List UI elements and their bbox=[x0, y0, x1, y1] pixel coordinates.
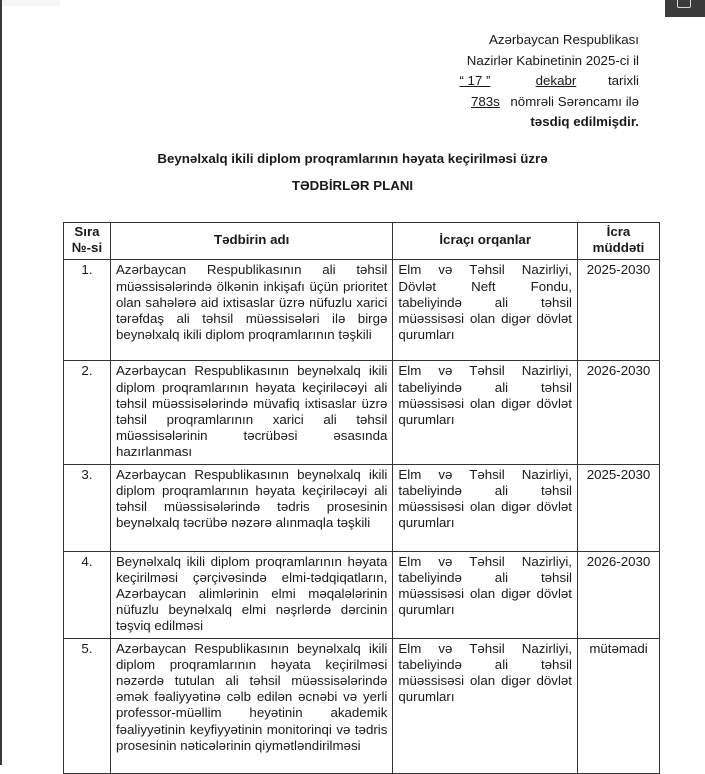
approval-line-1: Azərbaycan Respublikası bbox=[488, 32, 639, 47]
approval-month: dekabr bbox=[535, 73, 577, 88]
approval-date-line bbox=[448, 71, 639, 92]
row-measure: Azərbaycan Respublikasının beynəlxalq ikili diplom proqramlarının həyata keçiriləcəyi ali təhsil müəssisələrində tədris prosesinin beynəlxalq təcrübə nəzərə alınmaqla təşkili bbox=[110, 464, 392, 551]
row-period: 2025-2030 bbox=[578, 464, 660, 551]
approval-day: “ 17 ” bbox=[459, 73, 491, 88]
row-period: 2026-2030 bbox=[578, 361, 660, 464]
header-number-line1: Sıra bbox=[74, 224, 100, 239]
approval-block bbox=[448, 30, 639, 133]
row-measure: Azərbaycan Respublikasının ali təhsil müəssisələrində ölkənin inkişafı üçün prioritet olan sahələrə aid ixtisaslar üzrə nüfuzlu xarici tərəfdaş ali təhsil müəssisələri ilə birgə beynəlxalq ikili diplom proqramlarının təşkili bbox=[110, 260, 392, 361]
row-number: 4. bbox=[64, 551, 111, 638]
header-measure: Tədbirin adı bbox=[110, 223, 392, 260]
measures-table bbox=[63, 222, 660, 774]
row-period: 2026-2030 bbox=[578, 551, 660, 638]
table-row bbox=[64, 464, 660, 551]
row-executors: Elm və Təhsil Nazirliyi, tabeliyində ali təhsil müəssisəsi olan digər dövlət qurumları bbox=[393, 361, 578, 464]
row-executors: Elm və Təhsil Nazirliyi, Dövlət Neft Fondu, tabeliyində ali təhsil müəssisəsi olan digər dövlət qurumları bbox=[393, 260, 578, 361]
approval-order-suffix: nömrəli Sərəncamı ilə bbox=[510, 93, 639, 109]
row-number: 2. bbox=[64, 361, 111, 464]
row-measure: Beynəlxalq ikili diplom proqramlarının həyata keçirilməsi çərçivəsində elmi-tədqiqatların, Azərbaycan alimlərinin elmi məqalələrinin nüfuzlu beynəlxalq elmi nəşrlərdə dərcinin təşviq edilməsi bbox=[110, 551, 392, 638]
table-row bbox=[64, 551, 660, 638]
row-executors: Elm və Təhsil Nazirliyi, tabeliyində ali təhsil müəssisəsi olan digər dövlət qurumları bbox=[393, 551, 578, 638]
header-number bbox=[64, 223, 111, 260]
approval-line-2: Nazirlər Kabinetinin 2025-ci il bbox=[466, 52, 639, 68]
approval-date-suffix: tarixli bbox=[607, 73, 639, 88]
viewer-corner-button[interactable] bbox=[665, 0, 705, 17]
header-period-line2: müddəti bbox=[592, 240, 645, 256]
row-number: 1. bbox=[64, 260, 111, 361]
window-icon bbox=[677, 0, 691, 8]
header-executors: İcraçı orqanlar bbox=[393, 223, 578, 260]
row-measure: Azərbaycan Respublikasının beynəlxalq ikili diplom proqramlarının həyata keçiriləcəyi ali təhsil müəssisələrində müvafiq ixtisaslar üzrə təhsil proqramlarının xarici ali təhsil müəssisələrinin təcrübəsi əsasında hazırlanması bbox=[110, 361, 392, 464]
row-executors: Elm və Təhsil Nazirliyi, tabeliyində ali təhsil müəssisəsi olan digər dövlət qurumları bbox=[393, 464, 578, 551]
row-number: 3. bbox=[64, 464, 111, 551]
table-row bbox=[64, 260, 660, 361]
row-period: 2025-2030 bbox=[578, 260, 660, 361]
table-row bbox=[64, 638, 660, 773]
approval-order-line bbox=[448, 92, 639, 113]
header-period bbox=[578, 223, 660, 260]
table-header-row bbox=[64, 223, 660, 260]
header-period-line1: İcra bbox=[606, 224, 631, 239]
row-executors: Elm və Təhsil Nazirliyi, tabeliyində ali təhsil müəssisəsi olan digər dövlət qurumları bbox=[393, 638, 578, 773]
header-number-line2: №-si bbox=[71, 240, 103, 256]
viewer-left-edge bbox=[0, 0, 2, 765]
table-row bbox=[64, 361, 660, 464]
approval-order-number: 783s bbox=[470, 93, 500, 109]
document-title: Beynəlxalq ikili diplom proqramlarının həyata keçirilməsi üzrə bbox=[157, 151, 548, 166]
viewer-top-strip bbox=[2, 0, 60, 6]
approval-approved: təsdiq edilmişdir. bbox=[530, 114, 639, 129]
row-number: 5. bbox=[64, 638, 111, 773]
row-measure: Azərbaycan Respublikasının beynəlxalq ikili diplom proqramlarının həyata keçirilməsi nəzərdə tutulan ali təhsil müəssisələrində əmək fəaliyyətinə cəlb edilən əcnəbi və yerli professor-müəllim heyətinin akademik fəaliyyətinin keyfiyyətinin monitorinqi və tədris prosesinin nəticələrinin qiymətləndirilməsi bbox=[110, 638, 392, 773]
document-subtitle: TƏDBİRLƏR PLANI bbox=[291, 178, 414, 193]
row-period: mütəmadi bbox=[578, 638, 660, 773]
